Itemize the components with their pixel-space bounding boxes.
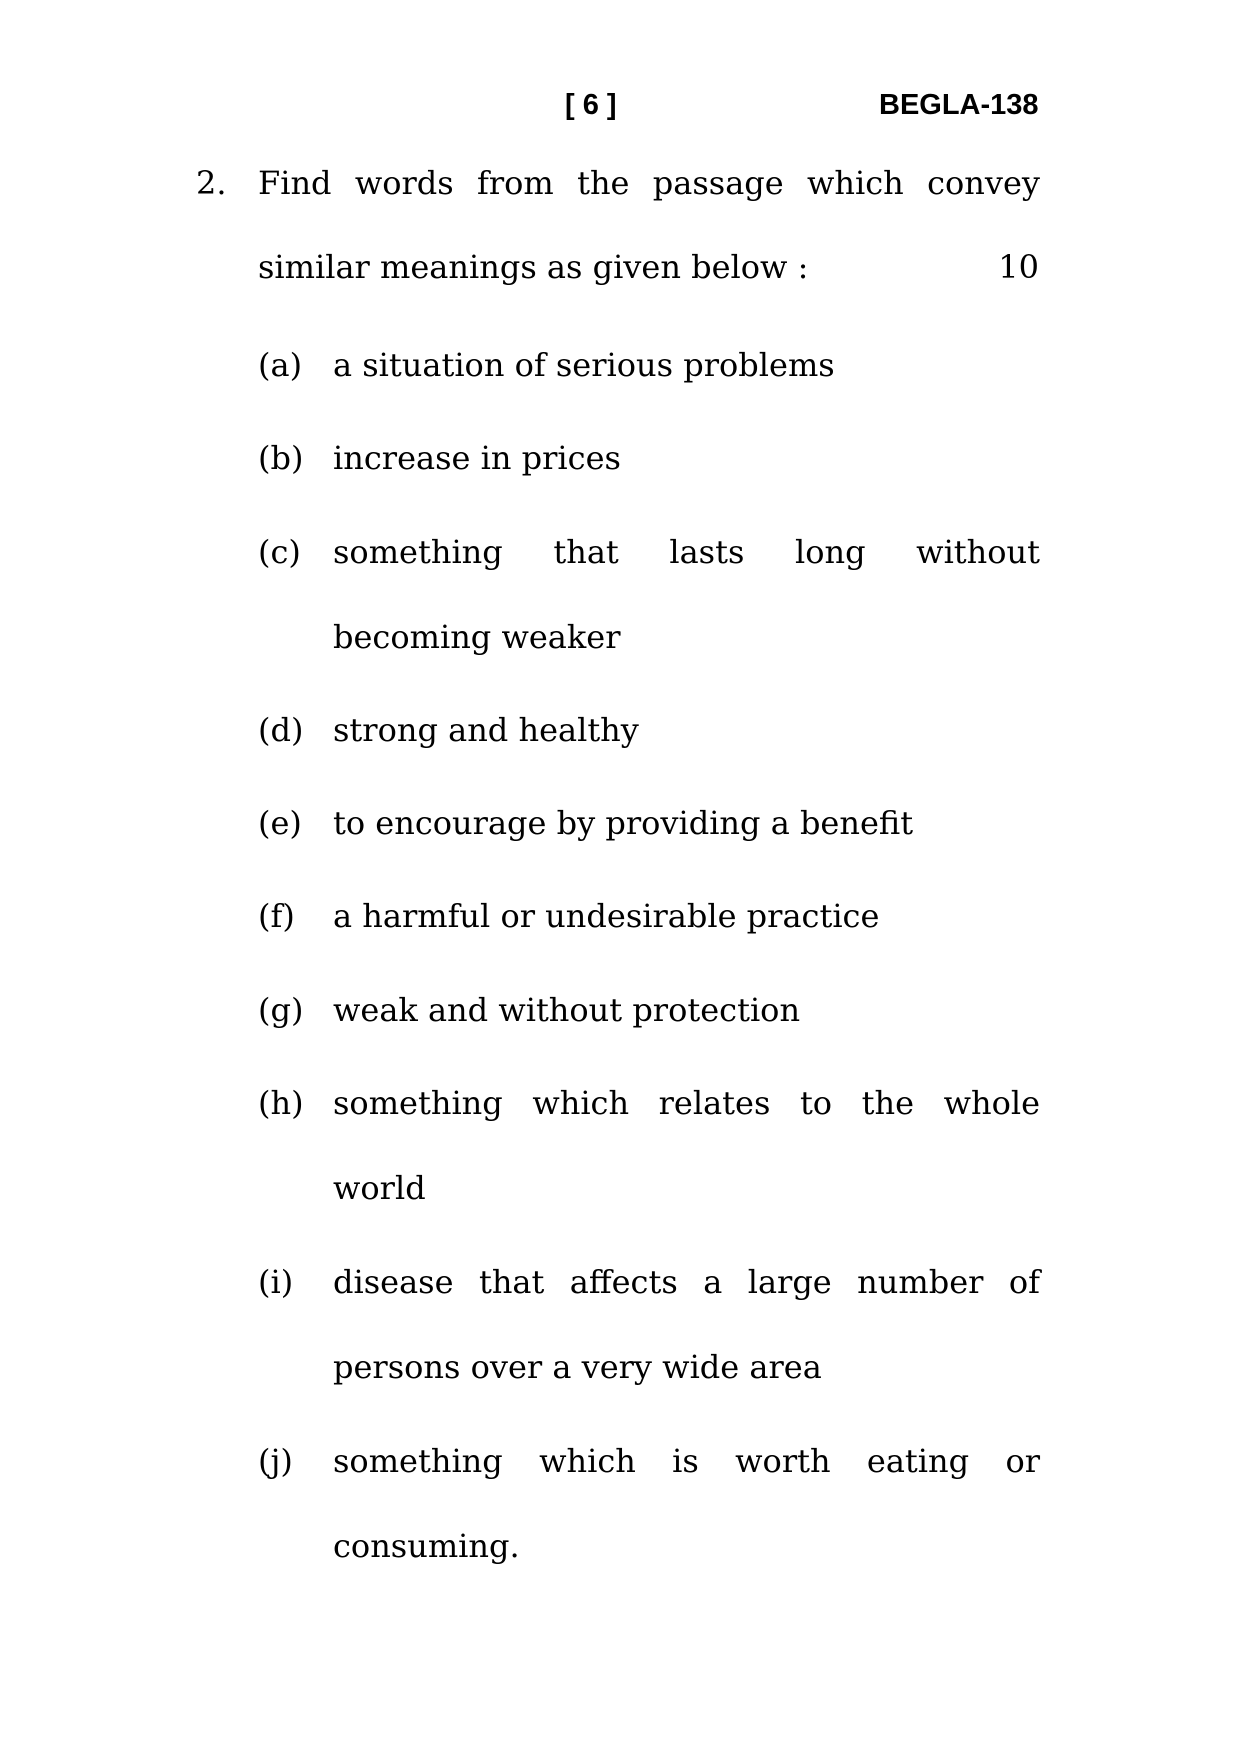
item-label: (g) (258, 991, 304, 1029)
item-text: a harmful or undesirable practice (333, 897, 880, 935)
question-text-line-2: similar meanings as given below : (258, 248, 809, 286)
item-label: (i) (258, 1263, 294, 1301)
item-label: (f) (258, 897, 295, 935)
question-text-line-1: Find words from the passage which convey (258, 164, 1040, 202)
item-text: something which relates to the whole world (333, 1084, 1040, 1207)
item-label: (d) (258, 711, 304, 749)
page-number: [ 6 ] (565, 89, 617, 121)
item-text: increase in prices (333, 439, 621, 477)
item-label: (e) (258, 804, 302, 842)
item-text: strong and healthy (333, 711, 639, 749)
course-code: BEGLA-138 (879, 89, 1039, 121)
item-text: something which is worth eating or consuming. (333, 1442, 1040, 1565)
item-label: (j) (258, 1442, 293, 1480)
item-label: (h) (258, 1084, 304, 1122)
item-label: (a) (258, 346, 303, 384)
question-number: 2. (196, 164, 227, 202)
question-marks: 10 (998, 248, 1039, 286)
item-text: a situation of serious problems (333, 346, 835, 384)
item-text: something that lasts long without becoming weaker (333, 533, 1040, 656)
item-text: disease that affects a large number of persons over a very wide area (333, 1263, 1040, 1386)
item-label: (c) (258, 533, 301, 571)
item-text: to encourage by providing a benefit (333, 804, 914, 842)
item-text: weak and without protection (333, 991, 801, 1029)
item-label: (b) (258, 439, 304, 477)
